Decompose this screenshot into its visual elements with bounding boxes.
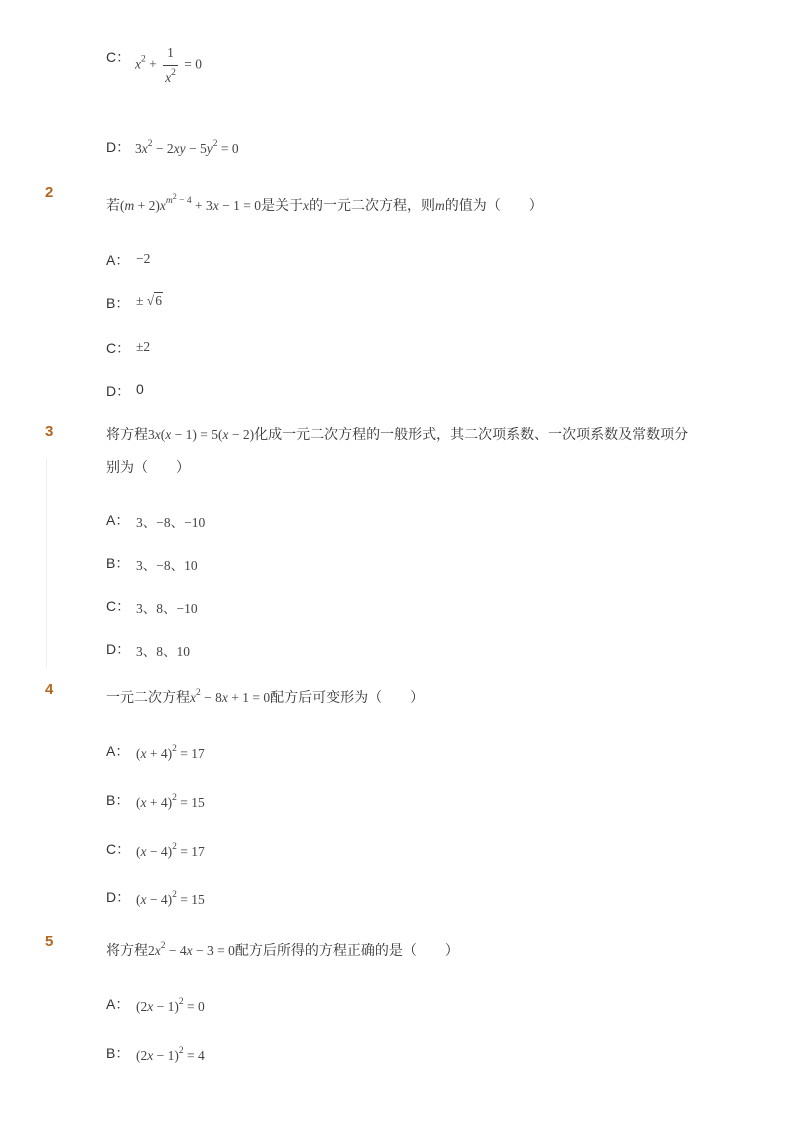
question-number-3: 3 <box>45 423 54 440</box>
question-5-equation: $2x^2 - 4x - 3 = 0$ <box>148 941 235 958</box>
q3-option-b-label[interactable]: B： <box>106 555 130 571</box>
q3-option-d-label[interactable]: D： <box>106 641 131 657</box>
q2-option-b-label[interactable]: B： <box>106 295 130 311</box>
question-number-5: 5 <box>45 933 54 950</box>
question-4-stem: 一元二次方程$x^2 - 8x + 1 = 0$配方后可变形为（ ） <box>106 688 425 706</box>
question-3-divider <box>46 458 47 668</box>
q1-option-d-math: $3x^2 - 2xy - 5y^2 = 0$ <box>135 139 239 156</box>
q3-option-a-label[interactable]: A： <box>106 512 130 528</box>
q1-option-d-label[interactable]: D： <box>106 139 131 155</box>
q3-option-c-value: 3、8、−10 <box>136 601 198 616</box>
q4-option-b-value: $(x + 4)^2 = 15$ <box>136 793 205 810</box>
q4-option-a-value: $(x + 4)^2 = 17$ <box>136 744 205 761</box>
q1-option-c-label[interactable]: C： <box>106 49 131 65</box>
q3-option-d-value: 3、8、10 <box>136 644 190 659</box>
q2-option-c-label[interactable]: C： <box>106 340 131 356</box>
q5-option-a-label[interactable]: A： <box>106 996 130 1012</box>
question-3-stem-line2: 别为（ ） <box>106 460 190 476</box>
q3-option-b-value: 3、−8、10 <box>136 558 198 573</box>
question-5-stem: 将方程$2x^2 - 4x - 3 = 0$配方后所得的方程正确的是（ ） <box>106 941 459 959</box>
question-3-stem: 将方程3x(x − 1) = 5(x − 2)化成一元二次方程的一般形式，其二次项系数、一次项系数及常数项分 <box>106 427 689 443</box>
question-4-equation: $x^2 - 8x + 1 = 0$ <box>190 688 271 705</box>
q4-option-b-label[interactable]: B： <box>106 792 130 808</box>
q5-option-b-label[interactable]: B： <box>106 1045 130 1061</box>
q4-option-a-label[interactable]: A： <box>106 743 130 759</box>
q2-option-a-value: −2 <box>136 251 151 266</box>
question-2-stem: 若$(m + 2)x^{m^2 - 4} + 3x - 1 = 0$是关于x的一元二次方程，则m的值为（ ） <box>106 192 543 214</box>
q4-option-c-label[interactable]: C： <box>106 841 131 857</box>
q2-option-d-value: 0 <box>136 381 144 397</box>
q2-option-b-value: ± √6 <box>136 293 162 308</box>
q4-option-d-label[interactable]: D： <box>106 889 131 905</box>
question-2-equation: $(m + 2)x^{m^2 - 4} + 3x - 1 = 0$ <box>120 192 261 213</box>
question-number-4: 4 <box>45 681 54 698</box>
q1-option-c-fraction: $\frac{1}{x^2}$ <box>165 45 176 85</box>
q5-option-a-value: $(2x - 1)^2 = 0$ <box>136 997 205 1014</box>
q2-option-a-label[interactable]: A： <box>106 252 130 268</box>
question-3-equation: 3x(x − 1) = 5(x − 2) <box>148 427 255 442</box>
question-number-2: 2 <box>45 184 54 201</box>
q3-option-c-label[interactable]: C： <box>106 598 131 614</box>
q5-option-b-value: $(2x - 1)^2 = 4$ <box>136 1046 205 1063</box>
sqrt-symbol: √6 <box>146 293 162 308</box>
q1-option-c-math: $x^2$ + $\frac{1}{x^2}$ = 0 <box>135 45 202 85</box>
q2-option-d-label[interactable]: D： <box>106 383 131 399</box>
q4-option-d-value: $(x - 4)^2 = 15$ <box>136 890 205 907</box>
q4-option-c-value: $(x - 4)^2 = 17$ <box>136 842 205 859</box>
q2-option-c-value: ±2 <box>136 339 151 354</box>
q3-option-a-value: 3、−8、−10 <box>136 515 206 530</box>
